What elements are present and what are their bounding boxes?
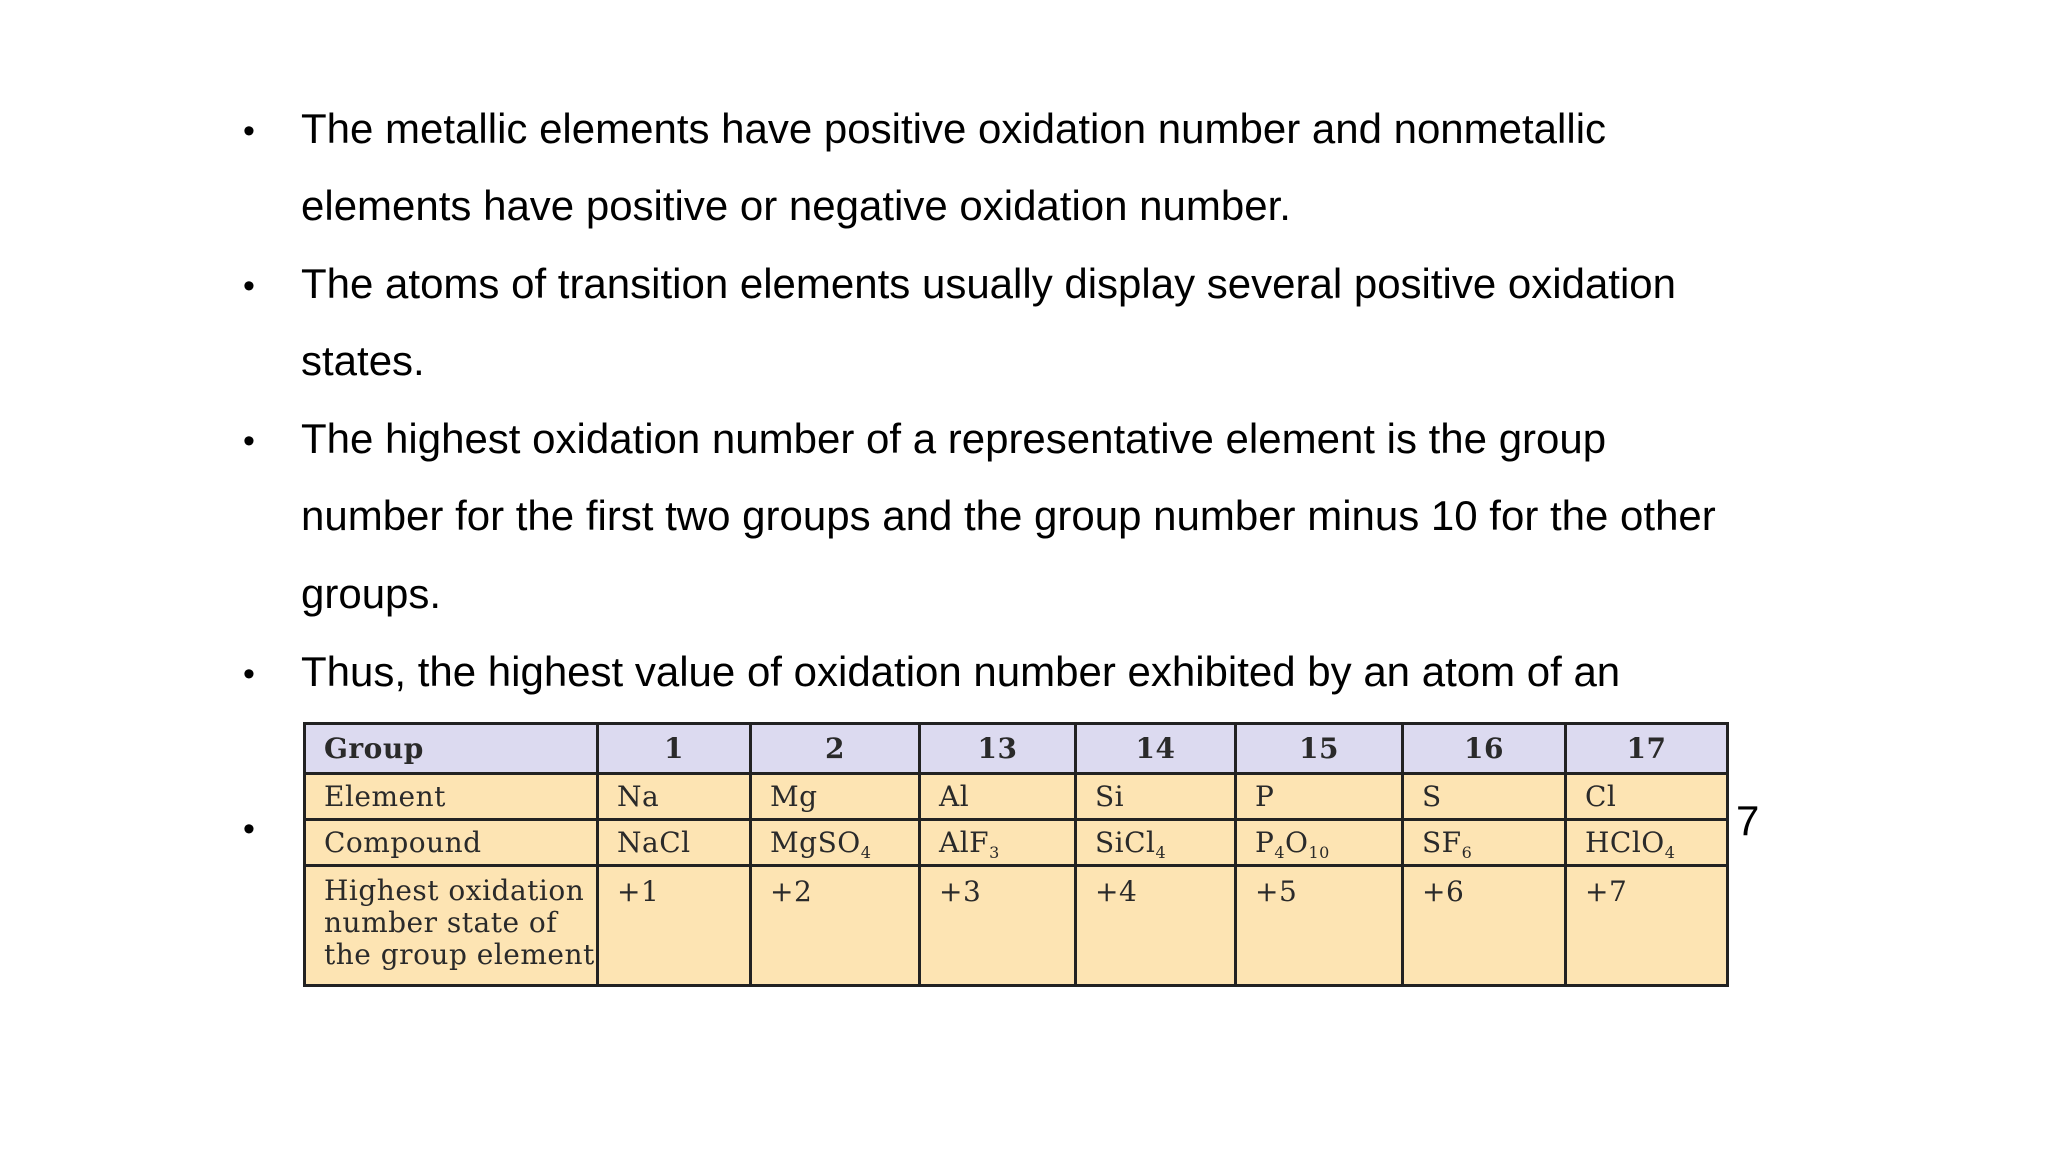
table-cell [1566, 820, 1728, 866]
bullet-1-line-1: The metallic elements have positive oxidation number and nonmetallic [301, 105, 1607, 152]
compound-formula: P [1255, 826, 1275, 859]
compound-formula: NaCl [617, 826, 691, 859]
bullet-marker: • [243, 655, 255, 693]
subscript: 6 [1461, 843, 1473, 862]
header-cell: 17 [1566, 724, 1728, 774]
table-cell [751, 820, 920, 866]
bullet-marker: • [243, 112, 255, 150]
subscript: 10 [1308, 843, 1330, 862]
bullet-1-line-2: elements have positive or negative oxidation number. [301, 182, 1291, 229]
table-cell [920, 820, 1076, 866]
table-cell [1236, 820, 1403, 866]
table-cell: Cl [1566, 774, 1728, 820]
bullet-marker: • [243, 422, 255, 460]
table-cell: +3 [920, 866, 1076, 986]
compound-formula: HClO [1585, 826, 1665, 859]
bullet-4-line-1: Thus, the highest value of oxidation number exhibited by an atom of an [301, 648, 1621, 695]
subscript: 4 [860, 843, 872, 862]
table-cell [1403, 820, 1566, 866]
bullet-2-line-2: states. [301, 337, 425, 384]
table-cell: Mg [751, 774, 920, 820]
compound-formula: SF [1422, 826, 1462, 859]
header-cell: 14 [1076, 724, 1236, 774]
bullet-3-line-3: groups. [301, 570, 442, 617]
compound-formula: MgSO [770, 826, 861, 859]
row-label: Highest oxidation number state of the group element [305, 866, 598, 986]
table-cell: Na [598, 774, 751, 820]
subscript: 4 [1155, 843, 1167, 862]
subscript: 3 [989, 843, 1000, 862]
table-header-row [305, 724, 1728, 774]
bullet-3-line-2: number for the first two groups and the group number minus 10 for the other [301, 492, 1716, 539]
bullet-2-line-1: The atoms of transition elements usually display several positive oxidation [301, 260, 1677, 307]
table-cell [1076, 820, 1236, 866]
subscript: 4 [1274, 843, 1286, 862]
row-label: Element [305, 774, 598, 820]
table-cell: Si [1076, 774, 1236, 820]
subscript: 4 [1664, 843, 1676, 862]
table-cell: +6 [1403, 866, 1566, 986]
table-row-oxidation [305, 866, 1728, 986]
bullet-marker: • [243, 810, 255, 848]
header-cell: Group [305, 724, 598, 774]
table-cell: S [1403, 774, 1566, 820]
table-cell: +1 [598, 866, 751, 986]
table-cell: +2 [751, 866, 920, 986]
table-cell: +4 [1076, 866, 1236, 986]
header-cell: 16 [1403, 724, 1566, 774]
compound-formula: O [1285, 826, 1309, 859]
table-cell [598, 820, 751, 866]
row-label: Compound [305, 820, 598, 866]
header-cell: 13 [920, 724, 1076, 774]
table-row-compound [305, 820, 1728, 866]
table-cell: Al [920, 774, 1076, 820]
header-cell: 1 [598, 724, 751, 774]
header-cell: 2 [751, 724, 920, 774]
page-number: 7 [1736, 797, 1760, 844]
table-cell: +7 [1566, 866, 1728, 986]
compound-formula: AlF [939, 826, 990, 859]
table-cell: P [1236, 774, 1403, 820]
header-cell: 15 [1236, 724, 1403, 774]
bullet-3-line-1: The highest oxidation number of a representative element is the group [301, 415, 1607, 462]
oxidation-number-table [303, 722, 1729, 987]
table-row-element [305, 774, 1728, 820]
table-cell: +5 [1236, 866, 1403, 986]
compound-formula: SiCl [1095, 826, 1156, 859]
bullet-marker: • [243, 267, 255, 305]
